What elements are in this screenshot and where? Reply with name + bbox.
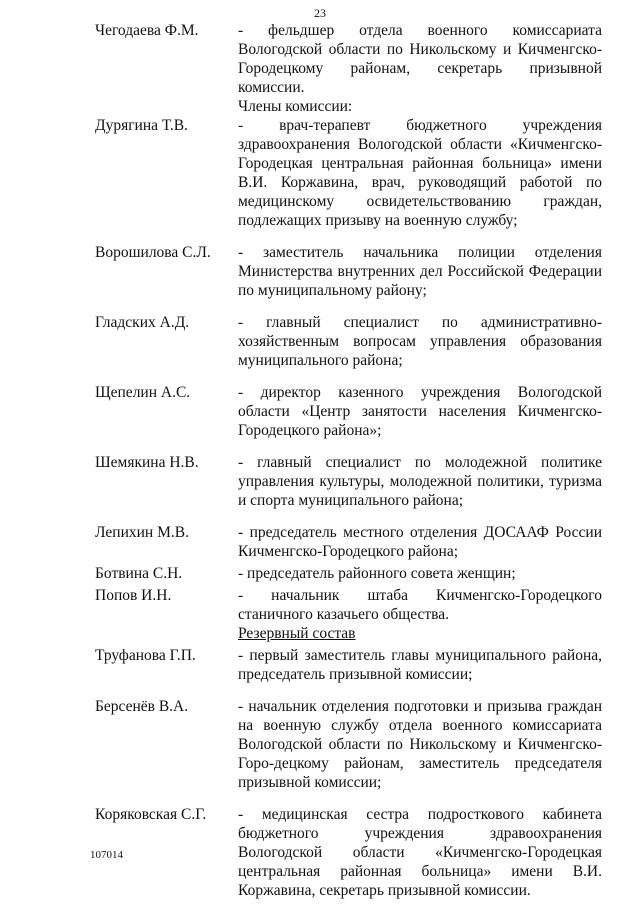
member-row [0, 564, 640, 583]
page-number: 23 [314, 6, 326, 20]
member-name: Дурягина Т.В. [95, 117, 188, 134]
reserve-name: Берсенёв В.А. [95, 698, 189, 715]
reserve-name: Коряковская С.Г. [95, 806, 207, 823]
member-description: - председатель районного совета женщин; [238, 565, 516, 582]
entry-row [0, 21, 640, 97]
member-description: - заместитель начальника полиции отделения Министерства внутренних дел Российской Федерации по муниципальному району; [238, 244, 602, 299]
member-row [0, 523, 640, 561]
reserve-row [0, 697, 640, 792]
member-name: Шемякина Н.В. [95, 454, 199, 471]
member-row [0, 116, 640, 230]
reserve-heading: Резервный состав [238, 625, 356, 642]
reserve-row [0, 646, 640, 684]
member-name: Лепихин М.В. [95, 524, 189, 541]
member-row [0, 586, 640, 624]
entry-name: Чегодаева Ф.М. [95, 22, 199, 39]
member-name: Ботвина С.Н. [95, 565, 183, 582]
reserve-description: - медицинская сестра подросткового кабинета бюджетного учреждения здравоохранения Вологодской области «Кичменгско-Городецкая центральная районная больница» имени В.И. Коржавина, секретарь призывной комиссии. [238, 806, 602, 899]
member-name: Щепелин А.С. [95, 384, 191, 401]
member-description: - начальник штаба Кичменгско-Городецкого станичного казачьего общества. [238, 587, 602, 623]
members-heading: Члены комиссии: [238, 98, 353, 115]
reserve-description: - начальник отделения подготовки и призыва граждан на военную службу отдела военного комиссариата Вологодской области по Никольскому и Кичменгско-Горо-децкому районам, заместитель председателя призывной комиссии; [238, 698, 602, 791]
document-code: 107014 [90, 849, 123, 861]
entry-description: - фельдшер отдела военного комиссариата Вологодской области по Никольскому и Кичменгско-Городецкому районам, секретарь призывной комиссии. [238, 22, 602, 96]
reserve-description: - первый заместитель главы муниципального района, председатель призывной комиссии; [238, 647, 602, 683]
member-description: - врач-терапевт бюджетного учреждения здравоохранения Вологодской области «Кичменгско-Городецкая центральная районная больница» имени В.И. Коржавина, врач, руководящий работой по медицинскому освидетельствованию граждан, подлежащих призыву на военную службу; [238, 117, 602, 229]
member-name: Ворошилова С.Л. [95, 244, 211, 261]
member-description: - председатель местного отделения ДОСААФ России Кичменгско-Городецкого района; [238, 524, 602, 560]
reserve-name: Труфанова Г.П. [95, 647, 196, 664]
member-description: - директор казенного учреждения Вологодской области «Центр занятости населения Кичменгско-Городецкого района»; [238, 384, 602, 439]
member-row [0, 313, 640, 370]
member-name: Гладских А.Д. [95, 314, 190, 331]
member-description: - главный специалист по молодежной политике управления культуры, молодежной политики, туризма и спорта муниципального района; [238, 454, 602, 509]
member-row [0, 453, 640, 510]
member-row [0, 243, 640, 300]
member-name: Попов И.Н. [95, 587, 172, 604]
member-row [0, 383, 640, 440]
commission-list [0, 21, 640, 900]
member-description: - главный специалист по административно-хозяйственным вопросам управления образования муниципального района; [238, 314, 602, 369]
